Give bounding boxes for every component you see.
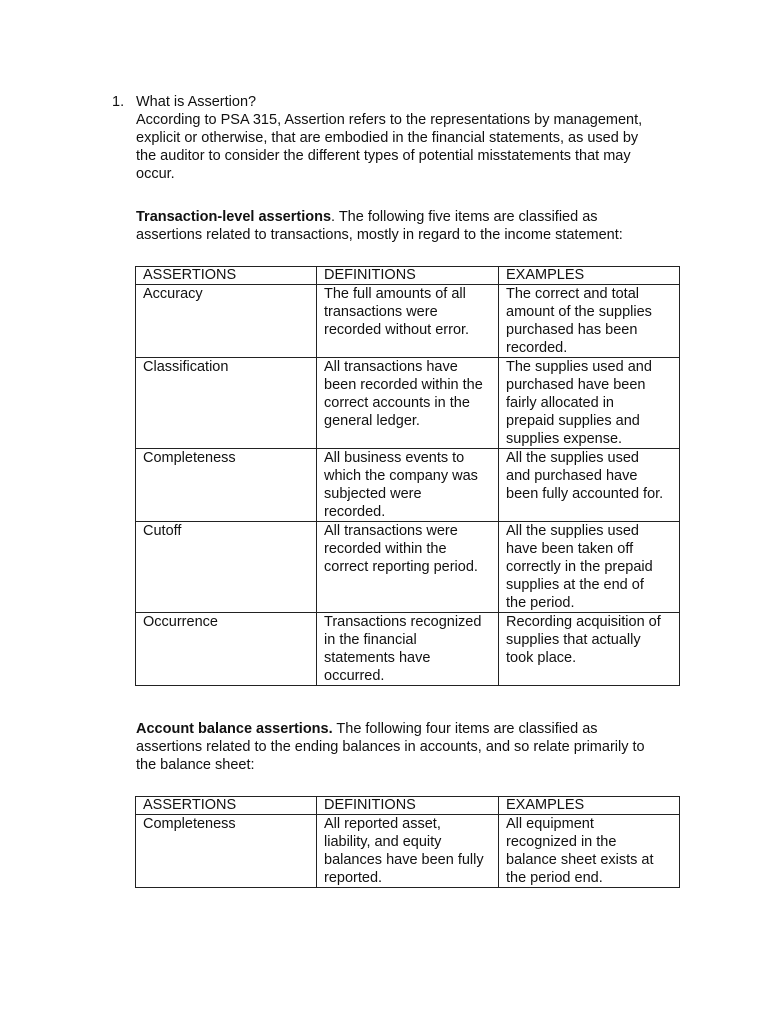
definition-line: general ledger. [324, 413, 420, 429]
transaction-heading: Transaction-level assertions [136, 209, 332, 225]
balance-intro-line: the balance sheet: [136, 757, 255, 773]
table-row [136, 815, 680, 888]
transaction-intro-line: assertions related to transactions, mostly in regard to the income statement: [136, 227, 623, 243]
table-row [136, 522, 680, 613]
intro-line: According to PSA 315, Assertion refers to the representations by management, [136, 112, 643, 128]
example-cell [499, 285, 680, 358]
header-assertions: ASSERTIONS [136, 267, 317, 285]
example-line: purchased have been [506, 377, 646, 393]
example-line: All the supplies used [506, 450, 639, 466]
table-header-row [136, 797, 680, 815]
balance-intro-paragraph [136, 720, 696, 774]
transaction-intro-line [136, 208, 696, 226]
example-line: and purchased have [506, 468, 638, 484]
definition-cell [317, 522, 499, 613]
example-line: recorded. [506, 340, 568, 356]
example-line: took place. [506, 650, 577, 666]
example-line: correctly in the prepaid [506, 559, 653, 575]
example-line: have been taken off [506, 541, 634, 557]
header-definitions: DEFINITIONS [317, 267, 499, 285]
definition-cell [317, 815, 499, 888]
assertion-cell: Completeness [136, 815, 317, 888]
example-cell [499, 449, 680, 522]
transaction-assertions-table [135, 266, 680, 686]
example-line: the period. [506, 595, 575, 611]
example-line: prepaid supplies and [506, 413, 640, 429]
example-line: supplies at the end of [506, 577, 644, 593]
definition-line: recorded. [324, 504, 386, 520]
example-line: The correct and total [506, 286, 639, 302]
example-line: All the supplies used [506, 523, 639, 539]
intro-line: explicit or otherwise, that are embodied in the financial statements, as used by [136, 130, 639, 146]
example-line: recognized in the [506, 834, 617, 850]
example-line: balance sheet exists at [506, 852, 654, 868]
definition-line: recorded within the [324, 541, 447, 557]
definition-line: subjected were [324, 486, 422, 502]
definition-line: transactions were [324, 304, 438, 320]
definition-cell [317, 358, 499, 449]
table-row [136, 449, 680, 522]
definition-line: in the financial [324, 632, 417, 648]
example-cell [499, 613, 680, 686]
example-line: amount of the supplies [506, 304, 652, 320]
definition-line: liability, and equity [324, 834, 442, 850]
definition-line: All transactions have [324, 359, 458, 375]
header-examples: EXAMPLES [499, 267, 680, 285]
table-row [136, 358, 680, 449]
definition-cell [317, 285, 499, 358]
definition-line: Transactions recognized [324, 614, 482, 630]
example-line: the period end. [506, 870, 603, 886]
question-heading [112, 93, 256, 111]
header-examples: EXAMPLES [499, 797, 680, 815]
assertion-cell: Cutoff [136, 522, 317, 613]
header-definitions: DEFINITIONS [317, 797, 499, 815]
example-line: The supplies used and [506, 359, 652, 375]
assertion-cell: Classification [136, 358, 317, 449]
transaction-intro-text: . The following five items are classified as [331, 209, 598, 225]
example-line: supplies expense. [506, 431, 623, 447]
question-number: 1. [112, 94, 125, 110]
example-line: fairly allocated in [506, 395, 614, 411]
assertion-cell: Completeness [136, 449, 317, 522]
example-cell [499, 815, 680, 888]
definition-line: reported. [324, 870, 383, 886]
intro-line: occur. [136, 166, 175, 182]
example-cell [499, 358, 680, 449]
definition-line: been recorded within the [324, 377, 483, 393]
definition-cell [317, 613, 499, 686]
definition-line: All business events to [324, 450, 465, 466]
definition-cell [317, 449, 499, 522]
example-line: Recording acquisition of [506, 614, 661, 630]
balance-assertions-table [135, 796, 680, 888]
definition-line: which the company was [324, 468, 478, 484]
balance-heading: Account balance assertions. [136, 721, 333, 737]
definition-line: recorded without error. [324, 322, 470, 338]
definition-line: correct accounts in the [324, 395, 470, 411]
intro-line: the auditor to consider the different types of potential misstatements that may [136, 148, 631, 164]
question-title: What is Assertion? [136, 94, 257, 110]
definition-line: balances have been fully [324, 852, 484, 868]
assertion-cell: Accuracy [136, 285, 317, 358]
example-line: purchased has been [506, 322, 638, 338]
definition-line: statements have [324, 650, 431, 666]
definition-line: All reported asset, [324, 816, 441, 832]
table-header-row [136, 267, 680, 285]
table-row [136, 285, 680, 358]
assertion-cell: Occurrence [136, 613, 317, 686]
example-line: All equipment [506, 816, 594, 832]
example-line: been fully accounted for. [506, 486, 664, 502]
balance-intro-text: The following four items are classified as [332, 721, 598, 737]
header-assertions: ASSERTIONS [136, 797, 317, 815]
example-line: supplies that actually [506, 632, 641, 648]
example-cell [499, 522, 680, 613]
intro-paragraph [136, 111, 696, 183]
balance-intro-line [136, 720, 696, 738]
definition-line: occurred. [324, 668, 385, 684]
table-row [136, 613, 680, 686]
transaction-intro-paragraph [136, 208, 696, 244]
definition-line: The full amounts of all [324, 286, 466, 302]
balance-intro-line: assertions related to the ending balances in accounts, and so relate primarily to [136, 739, 645, 755]
definition-line: correct reporting period. [324, 559, 478, 575]
definition-line: All transactions were [324, 523, 458, 539]
